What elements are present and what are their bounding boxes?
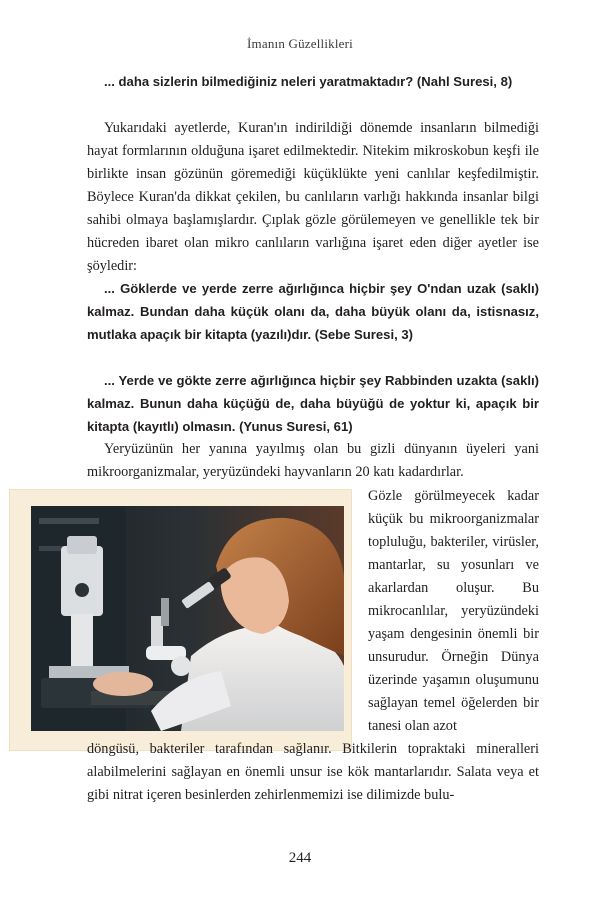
page-number: 244 — [288, 850, 312, 866]
microscope-illustration — [31, 506, 344, 731]
photo-woman-at-microscope — [31, 506, 344, 731]
verse-text: ... Yerde ve gökte zerre ağırlığınca hiçbir şey Rabbinden uzakta (saklı) kalmaz. Bunun daha küçüğü de, daha büyüğü de yoktur ki, apaçık bir kitapta (kayıtlı) olmasın. (Yunus Suresi, 61) — [87, 373, 539, 434]
paragraph-microorganisms — [87, 438, 539, 484]
figure-frame — [9, 489, 352, 751]
paragraph-continuation — [87, 738, 539, 807]
wrapped-text-column — [368, 485, 539, 738]
paragraph-text: Yukarıdaki ayetlerde, Kuran'ın indirildiği dönemde insanların bilmediği hayat formlarının olduğuna işaret edilmektedir. Nitekim mikroskobun keşfi ile birlikte insan gözünün göremediği küçüklükte yeni canlılar keşfedilmiştir. Böylece Kuran'da dikkat çekilen, bu canlıların varlığı hakkında insanlar bilgi sahibi olmaya başlamışlardır. Çıplak gözle görülemeyen ve genellikle tek bir hücreden ibaret olan mikro canlıların varlığına işaret eden diğer ayetler ise şöyledir: — [87, 120, 539, 274]
paragraph-text: Yeryüzünün her yanına yayılmış olan bu gizli dünyanın üyeleri yani mikroorganizmalar, yeryüzündeki hayvanların 20 katı kadardırlar. — [87, 441, 539, 480]
verse-text: ... daha sizlerin bilmediğiniz neleri yaratmaktadır? (Nahl Suresi, 8) — [104, 74, 513, 89]
paragraph-intro — [87, 117, 539, 278]
paragraph-text: döngüsü, bakteriler tarafından sağlanır. Bitkilerin topraktaki mineralleri alabilmelerini sağlayan en önemli unsur ise kök mantarlarıdır. Salata veya et gibi nitrat içeren besinlerden zehirlenmemizi ise dilimizde bulu- — [87, 741, 539, 803]
verse-nahl — [87, 70, 539, 93]
running-header: İmanın Güzellikleri — [247, 36, 353, 51]
verse-text: ... Göklerde ve yerde zerre ağırlığınca hiçbir şey O'ndan uzak (saklı) kalmaz. Bundan daha küçük olanı da, daha büyük olanı da, istisnasız, mutlaka apaçık bir kitapta (yazılı)dır. (Sebe Suresi, 3) — [87, 281, 539, 342]
paragraph-text: Gözle görülmeyecek kadar küçük bu mikroorganizmalar topluluğu, bakteriler, virüsler, mantarlar, su yosunları ve akarlardan oluşur. Bu mikrocanlılar, yeryüzündeki yaşam dengesinin önemli bir unsurudur. Örneğin Dünya üzerinde yaşamın oluşumunu sağlayan temel öğelerden bir tanesi olan azot — [368, 488, 539, 734]
verse-sebe — [87, 277, 539, 346]
verse-yunus — [87, 369, 539, 438]
